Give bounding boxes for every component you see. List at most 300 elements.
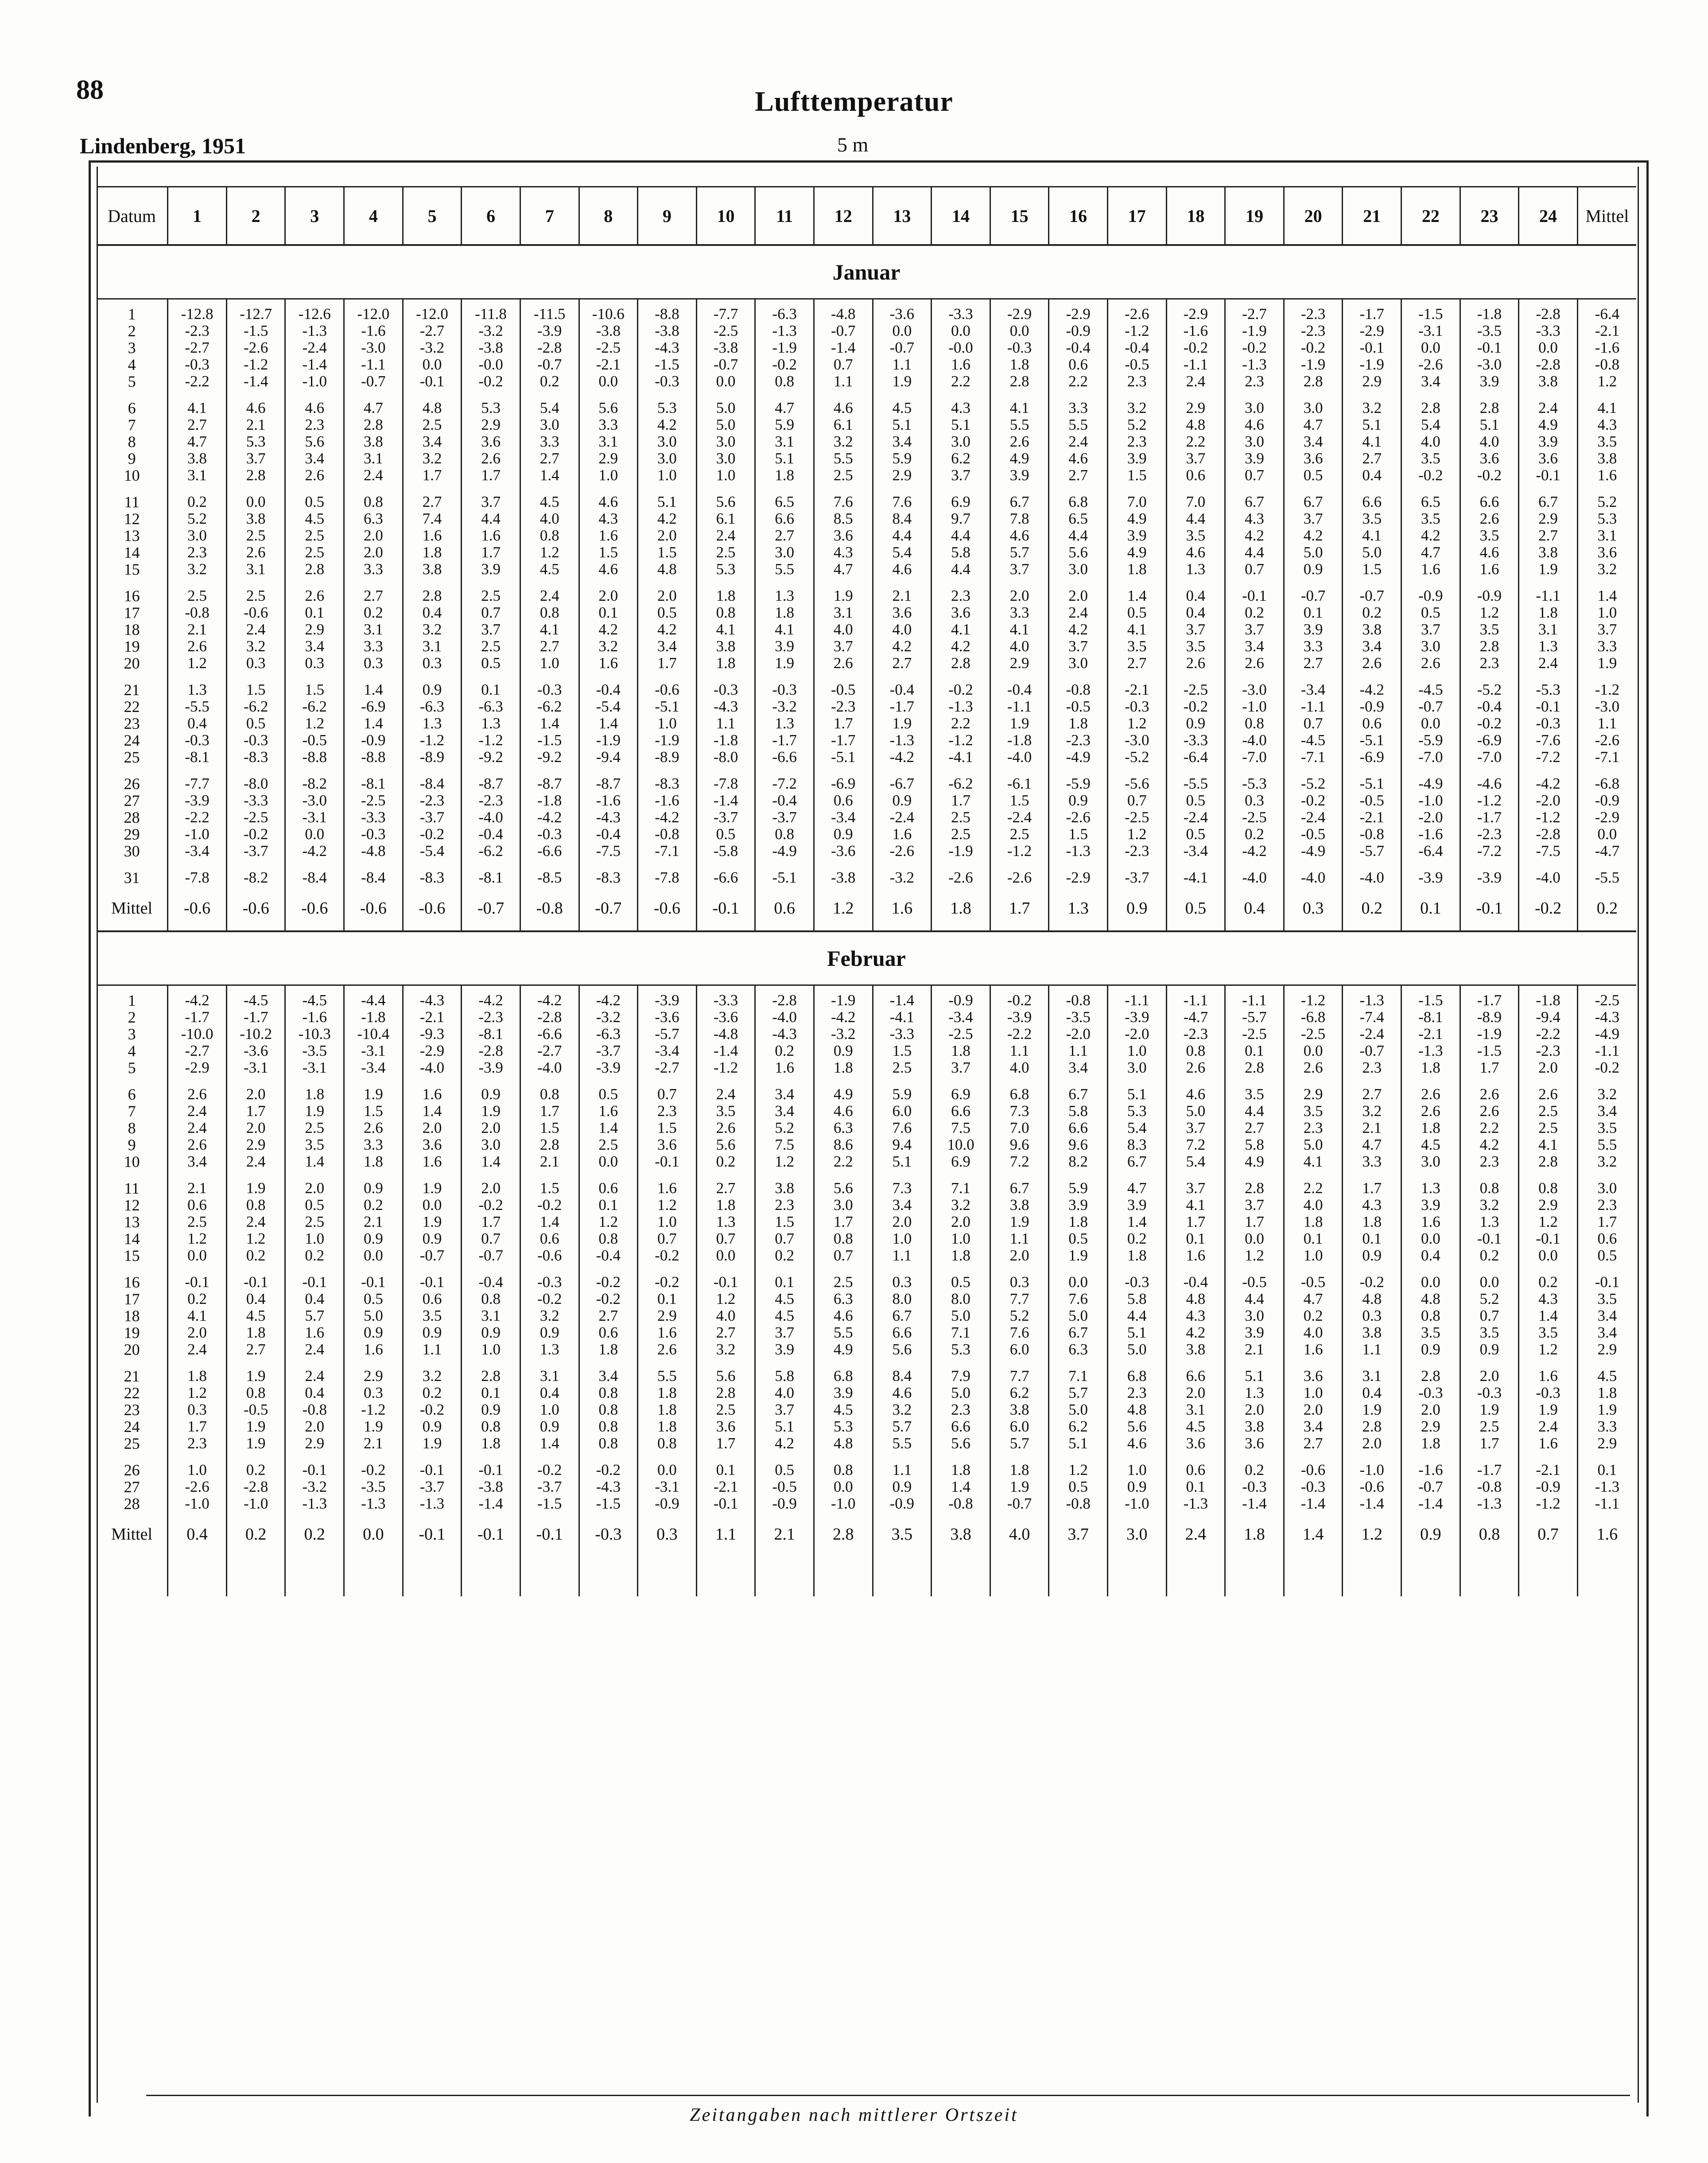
table-row <box>97 843 1636 869</box>
temperature-cell: -2.3 <box>403 792 462 809</box>
temperature-cell: -4.0 <box>462 809 520 826</box>
day-cell: 25 <box>97 1435 168 1462</box>
temperature-cell: 5.1 <box>873 1153 932 1180</box>
temperature-cell: -0.4 <box>873 681 932 698</box>
temperature-cell: 6.3 <box>1049 1341 1108 1368</box>
temperature-cell: -1.2 <box>226 356 285 373</box>
temperature-cell: 3.2 <box>403 1368 462 1385</box>
temperature-cell: 4.9 <box>814 1341 873 1368</box>
temperature-cell: 0.2 <box>168 494 227 510</box>
temperature-cell: 2.7 <box>579 1307 638 1324</box>
day-cell: 18 <box>97 621 168 638</box>
temperature-cell: 0.5 <box>1401 604 1460 621</box>
temperature-cell: 0.7 <box>1225 561 1284 587</box>
temperature-cell: -0.6 <box>520 1247 579 1274</box>
header-hour: 13 <box>873 187 932 245</box>
temperature-cell: -3.9 <box>168 792 227 809</box>
temperature-cell: 5.0 <box>344 1307 403 1324</box>
temperature-cell: -0.2 <box>932 681 990 698</box>
temperature-cell: 0.1 <box>1225 1043 1284 1059</box>
temperature-cell: 4.4 <box>932 561 990 587</box>
temperature-cell: -8.8 <box>285 749 344 775</box>
mean-cell: -0.6 <box>226 886 285 931</box>
temperature-cell: 0.9 <box>1107 1478 1166 1495</box>
temperature-cell: -8.3 <box>226 749 285 775</box>
temperature-cell: 5.0 <box>1107 1341 1166 1368</box>
temperature-cell: 0.0 <box>873 323 932 339</box>
temperature-cell: 3.1 <box>1343 1368 1401 1385</box>
temperature-cell: 7.5 <box>932 1120 990 1136</box>
temperature-cell: 2.9 <box>1284 1086 1343 1103</box>
temperature-cell: -0.1 <box>403 373 462 400</box>
temperature-cell: -8.7 <box>579 775 638 792</box>
temperature-cell: 3.2 <box>520 1307 579 1324</box>
temperature-cell: 0.6 <box>1166 1462 1225 1478</box>
temperature-cell: -1.1 <box>990 698 1049 715</box>
temperature-cell: -3.3 <box>226 792 285 809</box>
temperature-cell: 3.8 <box>226 510 285 527</box>
table-row <box>97 655 1636 681</box>
temperature-cell: 3.1 <box>1166 1401 1225 1418</box>
spacer-cell <box>1107 299 1166 306</box>
month-title-row <box>97 245 1636 299</box>
temperature-cell: -1.2 <box>403 732 462 749</box>
temperature-cell: -2.1 <box>579 356 638 373</box>
temperature-cell: 4.8 <box>403 400 462 416</box>
temperature-cell: 0.1 <box>638 1291 697 1307</box>
temperature-cell: -1.5 <box>638 356 697 373</box>
temperature-cell: 2.2 <box>1284 1180 1343 1197</box>
temperature-cell: -0.8 <box>638 826 697 843</box>
temperature-cell: 2.6 <box>1284 1059 1343 1086</box>
temperature-cell: -0.3 <box>520 1274 579 1291</box>
temperature-cell: 1.7 <box>226 1103 285 1120</box>
temperature-cell: 1.6 <box>1519 1435 1578 1462</box>
temperature-cell: 2.0 <box>873 1214 932 1230</box>
mean-cell: -0.1 <box>696 886 755 931</box>
spacer-cell <box>1049 985 1108 992</box>
mean-label: Mittel <box>97 1512 168 1556</box>
temperature-cell: 1.3 <box>168 681 227 698</box>
temperature-cell: 1.9 <box>403 1214 462 1230</box>
temperature-cell: 3.6 <box>1225 1435 1284 1462</box>
temperature-cell: 1.2 <box>1519 1341 1578 1368</box>
temperature-cell: -0.2 <box>1284 792 1343 809</box>
temperature-cell: 5.4 <box>520 400 579 416</box>
temperature-cell: 1.6 <box>1401 1214 1460 1230</box>
temperature-cell: 3.8 <box>990 1197 1049 1214</box>
temperature-cell: -1.4 <box>814 339 873 356</box>
temperature-cell: 1.6 <box>403 1086 462 1103</box>
temperature-cell: -2.1 <box>1401 1026 1460 1043</box>
temperature-cell: 0.2 <box>1284 1307 1343 1324</box>
temperature-cell: -2.8 <box>1519 826 1578 843</box>
temperature-cell: 3.0 <box>1049 655 1108 681</box>
temperature-cell: -2.9 <box>990 306 1049 323</box>
temperature-cell: -1.0 <box>168 826 227 843</box>
temperature-cell: 3.4 <box>1049 1059 1108 1086</box>
temperature-cell: -2.5 <box>1225 809 1284 826</box>
temperature-cell: -8.0 <box>696 749 755 775</box>
day-cell: 7 <box>97 416 168 433</box>
temperature-cell: 1.8 <box>638 1385 697 1401</box>
temperature-cell: 4.6 <box>1225 416 1284 433</box>
temperature-cell: -3.1 <box>226 1059 285 1086</box>
spacer-cell <box>462 299 520 306</box>
temperature-cell: 0.1 <box>755 1274 814 1291</box>
temperature-cell: 4.9 <box>990 450 1049 467</box>
temperature-cell: 2.6 <box>1166 655 1225 681</box>
temperature-cell: 3.2 <box>1343 1103 1401 1120</box>
temperature-cell: 0.0 <box>579 1153 638 1180</box>
temperature-cell: 1.9 <box>1343 1401 1401 1418</box>
temperature-cell: 3.9 <box>462 561 520 587</box>
temperature-cell: 0.4 <box>226 1291 285 1307</box>
temperature-cell: 1.8 <box>1401 1059 1460 1086</box>
temperature-cell: 7.7 <box>990 1368 1049 1385</box>
temperature-cell: 10.0 <box>932 1136 990 1153</box>
temperature-cell: 3.7 <box>755 1401 814 1418</box>
temperature-cell: -3.3 <box>344 809 403 826</box>
temperature-cell: 5.3 <box>226 433 285 450</box>
temperature-cell: -1.4 <box>696 1043 755 1059</box>
temperature-cell: -6.6 <box>520 1026 579 1043</box>
temperature-cell: 3.8 <box>696 638 755 655</box>
daily-mean-cell: -5.5 <box>1595 869 1620 886</box>
temperature-cell: -1.3 <box>1166 1495 1225 1512</box>
day-cell: 28 <box>97 809 168 826</box>
temperature-cell: 5.3 <box>932 1341 990 1368</box>
daily-mean-cell: -4.9 <box>1595 1025 1620 1043</box>
temperature-cell: 2.8 <box>520 1136 579 1153</box>
temperature-cell: 2.3 <box>1460 1153 1519 1180</box>
temperature-cell: -3.2 <box>873 869 932 886</box>
temperature-cell: -0.1 <box>1460 339 1519 356</box>
temperature-cell: 4.1 <box>932 621 990 638</box>
month-title-row <box>97 931 1636 985</box>
temperature-cell: -2.7 <box>520 1043 579 1059</box>
temperature-cell: -1.1 <box>1107 992 1166 1009</box>
temperature-cell: 0.8 <box>579 1230 638 1247</box>
temperature-cell: 1.5 <box>344 1103 403 1120</box>
temperature-cell: -0.2 <box>1460 715 1519 732</box>
temperature-cell: 3.8 <box>1225 1418 1284 1435</box>
temperature-cell: -3.8 <box>462 339 520 356</box>
temperature-cell: 2.6 <box>1460 1103 1519 1120</box>
temperature-cell: -1.5 <box>520 732 579 749</box>
temperature-cell: -0.1 <box>403 1274 462 1291</box>
temperature-cell: -2.5 <box>1284 1026 1343 1043</box>
temperature-cell: 8.0 <box>873 1291 932 1307</box>
temperature-cell: -0.3 <box>520 681 579 698</box>
temperature-cell: 4.9 <box>814 1086 873 1103</box>
temperature-cell: 3.7 <box>462 494 520 510</box>
temperature-cell: 3.4 <box>285 638 344 655</box>
temperature-cell: 1.1 <box>990 1230 1049 1247</box>
temperature-cell: -3.8 <box>579 323 638 339</box>
temperature-cell: 1.9 <box>226 1418 285 1435</box>
temperature-cell: -0.2 <box>1166 698 1225 715</box>
daily-mean-cell: 1.9 <box>1597 1401 1617 1418</box>
temperature-cell: -2.1 <box>1519 1462 1578 1478</box>
spacer-cell <box>1343 299 1401 306</box>
temperature-cell: -0.1 <box>1519 698 1578 715</box>
temperature-cell: 2.6 <box>285 467 344 494</box>
temperature-cell: 7.6 <box>990 1324 1049 1341</box>
temperature-cell: -3.6 <box>696 1009 755 1026</box>
temperature-cell: -4.0 <box>990 749 1049 775</box>
temperature-cell: -0.3 <box>226 732 285 749</box>
temperature-cell: 5.1 <box>1049 1435 1108 1462</box>
temperature-cell: 0.2 <box>168 1291 227 1307</box>
temperature-cell: -10.3 <box>285 1026 344 1043</box>
temperature-cell: 2.7 <box>520 450 579 467</box>
temperature-cell: -1.6 <box>1166 323 1225 339</box>
temperature-cell: 1.9 <box>755 655 814 681</box>
temperature-cell: 2.5 <box>932 826 990 843</box>
temperature-cell: 1.6 <box>1401 561 1460 587</box>
spacer-cell <box>1225 985 1284 992</box>
temperature-cell: -2.2 <box>168 809 227 826</box>
temperature-cell: 4.7 <box>755 400 814 416</box>
temperature-cell: -4.9 <box>1284 843 1343 869</box>
temperature-cell: 1.0 <box>873 1230 932 1247</box>
temperature-cell: 2.6 <box>990 433 1049 450</box>
temperature-cell: 8.6 <box>814 1136 873 1153</box>
temperature-cell: 0.2 <box>1343 604 1401 621</box>
temperature-cell: 4.4 <box>1225 544 1284 561</box>
temperature-cell: 2.7 <box>403 494 462 510</box>
temperature-cell: -1.9 <box>638 732 697 749</box>
temperature-cell: 4.5 <box>1166 1418 1225 1435</box>
daily-mean-cell: 2.9 <box>1597 1341 1617 1358</box>
temperature-cell: 4.6 <box>990 527 1049 544</box>
temperature-cell: -2.0 <box>1519 792 1578 809</box>
temperature-cell: 3.0 <box>1401 638 1460 655</box>
temperature-cell: 2.0 <box>1284 1401 1343 1418</box>
temperature-cell: 2.9 <box>344 1368 403 1385</box>
temperature-cell: -2.0 <box>1107 1026 1166 1043</box>
temperature-cell: 6.8 <box>990 1086 1049 1103</box>
temperature-cell: -2.2 <box>990 1026 1049 1043</box>
temperature-cell: -4.1 <box>1166 869 1225 886</box>
temperature-cell: 1.8 <box>755 467 814 494</box>
temperature-cell: 1.4 <box>520 467 579 494</box>
temperature-cell: 1.9 <box>1519 1401 1578 1418</box>
temperature-cell: -7.4 <box>1343 1009 1401 1026</box>
day-cell: 29 <box>97 826 168 843</box>
temperature-cell: 5.0 <box>696 416 755 433</box>
temperature-cell: 8.0 <box>932 1291 990 1307</box>
table-row <box>97 809 1636 826</box>
temperature-cell: 5.1 <box>755 1418 814 1435</box>
temperature-cell: -0.4 <box>1049 339 1108 356</box>
temperature-cell: -1.3 <box>1225 356 1284 373</box>
temperature-cell: -4.2 <box>462 992 520 1009</box>
temperature-cell: 4.5 <box>755 1307 814 1324</box>
temperature-cell: -0.5 <box>226 1401 285 1418</box>
temperature-cell: -1.3 <box>285 323 344 339</box>
temperature-cell: 4.6 <box>814 1307 873 1324</box>
temperature-cell: 4.5 <box>1401 1136 1460 1153</box>
temperature-cell: 1.3 <box>696 1214 755 1230</box>
temperature-cell: -0.3 <box>755 681 814 698</box>
temperature-cell: 0.7 <box>1225 467 1284 494</box>
temperature-cell: 0.1 <box>1166 1230 1225 1247</box>
temperature-cell: 3.5 <box>1225 1086 1284 1103</box>
day-cell: 15 <box>97 561 168 587</box>
temperature-cell: 0.8 <box>344 494 403 510</box>
temperature-cell: 2.3 <box>638 1103 697 1120</box>
temperature-cell: -3.0 <box>1107 732 1166 749</box>
temperature-cell: 4.0 <box>755 1385 814 1401</box>
temperature-cell: -1.8 <box>1460 306 1519 323</box>
temperature-cell: 4.2 <box>1225 527 1284 544</box>
table-row <box>97 1435 1636 1462</box>
temperature-cell: 0.0 <box>344 1247 403 1274</box>
temperature-cell: -0.8 <box>1049 681 1108 698</box>
page-number: 88 <box>76 75 104 105</box>
temperature-cell: 3.1 <box>579 433 638 450</box>
temperature-cell: 2.0 <box>285 1418 344 1435</box>
temperature-cell: 5.0 <box>1166 1103 1225 1120</box>
temperature-cell: 1.2 <box>1460 604 1519 621</box>
temperature-cell: 2.7 <box>226 1341 285 1368</box>
daily-mean-cell: 3.2 <box>1597 1153 1617 1170</box>
temperature-cell: 0.7 <box>696 1230 755 1247</box>
temperature-cell: 3.0 <box>1107 1059 1166 1086</box>
temperature-cell: 1.4 <box>520 1435 579 1462</box>
temperature-cell: -0.1 <box>696 1274 755 1291</box>
temperature-cell: -7.0 <box>1460 749 1519 775</box>
daily-mean-cell: -1.3 <box>1595 1478 1620 1495</box>
table-row <box>97 1291 1636 1307</box>
temperature-cell: -6.3 <box>462 698 520 715</box>
temperature-cell: -1.3 <box>755 323 814 339</box>
temperature-cell: -0.3 <box>990 339 1049 356</box>
temperature-cell: 0.9 <box>520 1418 579 1435</box>
temperature-cell: 3.6 <box>696 1418 755 1435</box>
temperature-cell: 2.0 <box>638 587 697 604</box>
temperature-cell: 4.8 <box>1343 1291 1401 1307</box>
temperature-cell: 3.6 <box>1284 1368 1343 1385</box>
temperature-cell: -12.0 <box>344 306 403 323</box>
temperature-cell: 4.1 <box>1343 527 1401 544</box>
temperature-cell: 5.8 <box>755 1368 814 1385</box>
temperature-cell: -2.3 <box>462 1009 520 1026</box>
mean-cell: 0.9 <box>1401 1512 1460 1556</box>
temperature-cell: 1.7 <box>1343 1180 1401 1197</box>
temperature-cell: -1.2 <box>932 732 990 749</box>
mean-cell: -0.6 <box>285 886 344 931</box>
spacer-cell <box>462 985 520 992</box>
temperature-cell: -5.2 <box>1107 749 1166 775</box>
temperature-cell: 4.1 <box>1166 1197 1225 1214</box>
header-hour: 9 <box>638 187 697 245</box>
temperature-cell: -0.1 <box>168 1274 227 1291</box>
temperature-cell: 1.8 <box>1107 1247 1166 1274</box>
temperature-cell: -0.1 <box>226 1274 285 1291</box>
temperature-cell: 2.7 <box>1343 1086 1401 1103</box>
temperature-cell: 6.7 <box>1225 494 1284 510</box>
temperature-cell: 0.9 <box>1460 1341 1519 1368</box>
temperature-cell: 2.8 <box>1401 400 1460 416</box>
temperature-cell: 2.5 <box>168 587 227 604</box>
temperature-cell: -0.9 <box>1049 323 1108 339</box>
tail-cell <box>696 1556 755 1596</box>
temperature-cell: 2.8 <box>990 373 1049 400</box>
temperature-cell: 5.7 <box>990 1435 1049 1462</box>
daily-mean-cell: 1.0 <box>1597 604 1617 621</box>
temperature-cell: -3.7 <box>403 809 462 826</box>
temperature-cell: -0.3 <box>696 681 755 698</box>
temperature-cell: 0.6 <box>520 1230 579 1247</box>
temperature-cell: 1.6 <box>403 527 462 544</box>
tail-cell <box>1107 1556 1166 1596</box>
temperature-cell: 0.2 <box>696 1153 755 1180</box>
temperature-cell: -2.5 <box>1225 1026 1284 1043</box>
temperature-cell: -1.3 <box>1460 1495 1519 1512</box>
temperature-cell: 0.9 <box>814 826 873 843</box>
temperature-cell: 0.1 <box>462 1385 520 1401</box>
daily-mean-cell: -0.2 <box>1595 1059 1620 1076</box>
header-hour: 12 <box>814 187 873 245</box>
daily-mean-cell: 4.1 <box>1597 399 1617 416</box>
table-row <box>97 869 1636 886</box>
temperature-cell: 1.9 <box>226 1180 285 1197</box>
temperature-cell: 3.1 <box>344 450 403 467</box>
tail-cell <box>638 1556 697 1596</box>
temperature-cell: 5.1 <box>1343 416 1401 433</box>
temperature-cell: 0.5 <box>1166 792 1225 809</box>
temperature-cell: -0.2 <box>403 1401 462 1418</box>
temperature-cell: 6.7 <box>1049 1086 1108 1103</box>
temperature-cell: 6.7 <box>1107 1153 1166 1180</box>
temperature-cell: -1.4 <box>873 992 932 1009</box>
temperature-cell: 1.0 <box>1107 1043 1166 1059</box>
temperature-cell: 1.7 <box>462 467 520 494</box>
temperature-cell: 3.1 <box>226 561 285 587</box>
temperature-cell: 0.0 <box>168 1247 227 1274</box>
spacer-cell <box>1343 985 1401 992</box>
temperature-cell: 2.6 <box>226 544 285 561</box>
temperature-cell: -3.6 <box>814 843 873 869</box>
temperature-cell: -4.5 <box>285 992 344 1009</box>
temperature-cell: -0.1 <box>696 1495 755 1512</box>
temperature-cell: 1.5 <box>755 1214 814 1230</box>
daily-mean-cell: 1.1 <box>1597 715 1617 732</box>
temperature-cell: -1.5 <box>1401 306 1460 323</box>
temperature-cell: -2.6 <box>1401 356 1460 373</box>
temperature-cell: -1.0 <box>1225 698 1284 715</box>
temperature-cell: 3.0 <box>755 544 814 561</box>
temperature-cell: -0.3 <box>1107 1274 1166 1291</box>
mean-cell: -0.2 <box>1519 886 1578 931</box>
temperature-cell: 2.0 <box>168 1324 227 1341</box>
temperature-cell: -6.2 <box>520 698 579 715</box>
temperature-cell: 4.1 <box>1519 1136 1578 1153</box>
temperature-cell: 3.4 <box>1284 433 1343 450</box>
mean-cell: 3.0 <box>1107 1512 1166 1556</box>
temperature-cell: -0.2 <box>579 1462 638 1478</box>
temperature-cell: 1.2 <box>1107 715 1166 732</box>
header-hour: 4 <box>344 187 403 245</box>
temperature-cell: 2.3 <box>285 416 344 433</box>
temperature-cell: 0.4 <box>285 1385 344 1401</box>
temperature-cell: -4.8 <box>696 1026 755 1043</box>
temperature-cell: 5.2 <box>990 1307 1049 1324</box>
temperature-cell: 4.1 <box>1284 1153 1343 1180</box>
